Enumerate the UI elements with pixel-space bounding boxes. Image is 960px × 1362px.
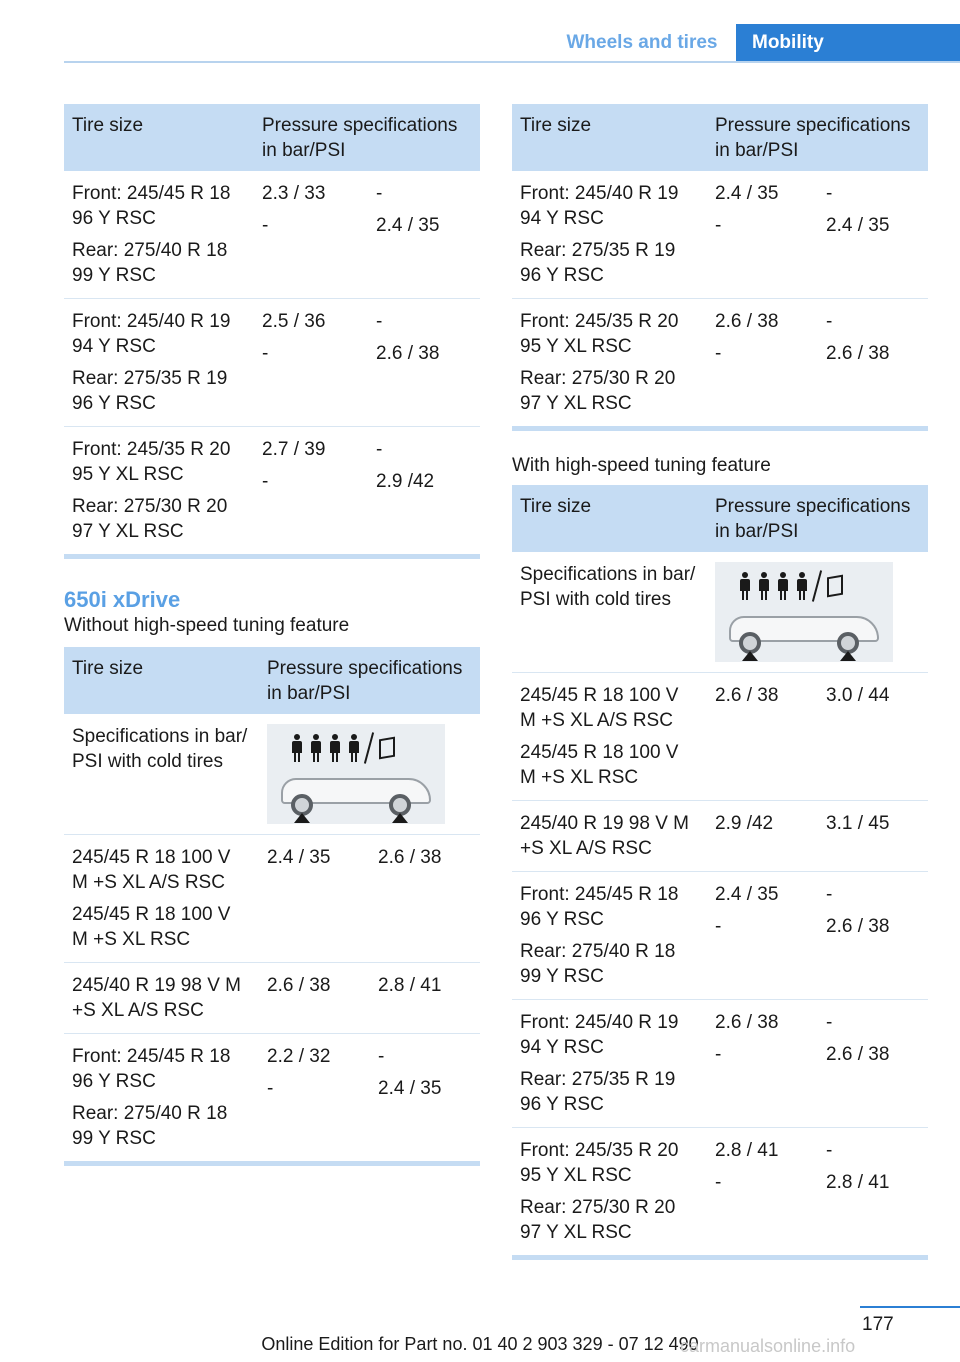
- pressure-value: -: [267, 1078, 274, 1099]
- table-row: [512, 673, 928, 801]
- pressure-cell: [368, 171, 480, 299]
- pressure-cell: [818, 171, 928, 299]
- pressure-value: -: [715, 1044, 722, 1065]
- pressure-value: 2.6 / 38: [715, 311, 779, 332]
- pressure-value: -: [826, 183, 833, 204]
- pressure-cell: [370, 1034, 480, 1162]
- table-body: [512, 552, 928, 1255]
- tire-size-text: Rear: 275/30 R 20 97 Y XL RSC: [520, 1197, 676, 1243]
- page-number-rule: [860, 1306, 960, 1308]
- table-row: [512, 1128, 928, 1256]
- col-header-pressure: Pressure specifications in bar/PSI: [707, 485, 928, 552]
- tire-size-text: Rear: 275/40 R 18 99 Y RSC: [72, 240, 228, 286]
- luggage-icon: [379, 737, 395, 760]
- subtitle-with-tuning: With high-speed tuning feature: [512, 455, 771, 476]
- pressure-value: -: [826, 1012, 833, 1033]
- col-header-pressure: Pressure specifications in bar/PSI: [254, 104, 480, 171]
- table-row: [64, 714, 480, 835]
- pressure-cell: [707, 171, 818, 299]
- pressure-value: 2.3 / 33: [262, 183, 326, 204]
- table-row: [512, 171, 928, 299]
- table-row: [512, 1000, 928, 1128]
- table-row: [64, 171, 480, 299]
- pressure-cell: [370, 835, 480, 963]
- pressure-cell: [368, 427, 480, 555]
- table-row: [64, 427, 480, 555]
- tire-size-text: Front: 245/40 R 19 94 Y RSC: [520, 183, 679, 229]
- col-header-tire-size: Tire size: [512, 485, 707, 552]
- pressure-value: 2.9 /42: [715, 813, 774, 834]
- table-end-rule: [512, 1255, 928, 1260]
- tire-size-text: 245/45 R 18 100 V M +S XL RSC: [72, 904, 231, 950]
- pressure-value: 2.6 / 38: [376, 343, 440, 364]
- pressure-value: 2.7 / 39: [262, 439, 326, 460]
- load-diagram-icon: [267, 724, 445, 824]
- tire-size-text: Front: 245/45 R 18 96 Y RSC: [72, 183, 231, 229]
- tire-size-text: Rear: 275/35 R 19 96 Y RSC: [520, 1069, 676, 1115]
- load-diagram-icon: [715, 562, 893, 662]
- tire-table-1: [64, 104, 480, 554]
- col-header-pressure: Pressure specifications in bar/PSI: [259, 647, 480, 714]
- table-row: [512, 801, 928, 872]
- diagram-cell: [259, 714, 480, 835]
- pressure-cell: [259, 1034, 370, 1162]
- person-icon: [310, 734, 322, 762]
- pressure-cell: [818, 1000, 928, 1128]
- pressure-value: -: [715, 343, 722, 364]
- tire-size-cell: [64, 171, 254, 299]
- cold-tires-label: Specifications in bar/ PSI with cold tires: [72, 726, 248, 772]
- arrow-up-icon: [840, 651, 856, 661]
- col-header-pressure: Pressure specifications in bar/PSI: [707, 104, 928, 171]
- pressure-value: 2.9 /42: [376, 471, 435, 492]
- tire-size-cell: [512, 171, 707, 299]
- tire-size-text: Front: 245/45 R 18 96 Y RSC: [72, 1046, 231, 1092]
- luggage-icon: [827, 575, 843, 598]
- tire-size-text: Rear: 275/30 R 20 97 Y XL RSC: [520, 368, 676, 414]
- tire-size-cell: [64, 835, 259, 963]
- pressure-value: -: [826, 311, 833, 332]
- pressure-value: 2.6 / 38: [378, 847, 442, 868]
- col-header-tire-size: Tire size: [64, 104, 254, 171]
- pressure-value: -: [715, 916, 722, 937]
- arrow-up-icon: [742, 651, 758, 661]
- pressure-cell: [818, 673, 928, 801]
- tire-size-text: Rear: 275/40 R 18 99 Y RSC: [520, 941, 676, 987]
- table-row: [64, 1034, 480, 1162]
- tire-size-text: 245/45 R 18 100 V M +S XL A/S RSC: [520, 685, 679, 731]
- pressure-value: -: [376, 183, 383, 204]
- pressure-cell: [370, 963, 480, 1034]
- pressure-cell: [707, 1000, 818, 1128]
- tire-size-text: Front: 245/40 R 19 94 Y RSC: [72, 311, 231, 357]
- table-body: [64, 171, 480, 554]
- table-row: [512, 872, 928, 1000]
- pressure-cell: [259, 835, 370, 963]
- subtitle-without-tuning: Without high-speed tuning feature: [64, 615, 350, 636]
- pressure-cell: [368, 299, 480, 427]
- pressure-value: -: [262, 471, 269, 492]
- pressure-cell: [818, 801, 928, 872]
- pressure-value: -: [826, 884, 833, 905]
- person-icon: [777, 572, 789, 600]
- edition-footer: Online Edition for Part no. 01 40 2 903 329 - 07 12 490: [261, 1334, 699, 1354]
- watermark: carmanualsonline.info: [680, 1336, 856, 1356]
- pressure-value: -: [715, 215, 722, 236]
- pressure-cell: [707, 1128, 818, 1256]
- col-header-tire-size: Tire size: [64, 647, 259, 714]
- pressure-value: 2.4 / 35: [715, 884, 779, 905]
- table-row: [64, 299, 480, 427]
- slash-icon: [364, 732, 374, 763]
- tire-size-cell: [512, 299, 707, 427]
- pressure-value: -: [376, 311, 383, 332]
- pressure-cell: [259, 963, 370, 1034]
- col-header-tire-size: Tire size: [512, 104, 707, 171]
- cold-tires-label: Specifications in bar/ PSI with cold tires: [520, 564, 696, 610]
- pressure-cell: [254, 171, 368, 299]
- header-section-title: Wheels and tires: [566, 32, 718, 53]
- tire-size-text: 245/40 R 19 98 V M +S XL A/S RSC: [72, 975, 241, 1021]
- pressure-value: 2.8 / 41: [715, 1140, 779, 1161]
- pressure-value: 3.0 / 44: [826, 685, 890, 706]
- person-icon: [348, 734, 360, 762]
- pressure-cell: [707, 299, 818, 427]
- header-chapter-tab: Mobility: [736, 24, 960, 62]
- pressure-cell: [707, 673, 818, 801]
- table-end-rule: [512, 426, 928, 431]
- pressure-value: -: [262, 215, 269, 236]
- pressure-value: -: [262, 343, 269, 364]
- tire-size-text: Rear: 275/30 R 20 97 Y XL RSC: [72, 496, 228, 542]
- table-body: [64, 714, 480, 1161]
- slash-icon: [812, 570, 822, 601]
- pressure-value: -: [715, 1172, 722, 1193]
- table-row: [64, 835, 480, 963]
- pressure-value: -: [376, 439, 383, 460]
- person-icon: [739, 572, 751, 600]
- person-icon: [329, 734, 341, 762]
- tire-size-text: Rear: 275/35 R 19 96 Y RSC: [72, 368, 228, 414]
- pressure-value: 2.4 / 35: [267, 847, 331, 868]
- right-column: [512, 104, 928, 1260]
- person-icon: [291, 734, 303, 762]
- page-number: 177: [862, 1314, 894, 1335]
- tire-size-text: Front: 245/45 R 18 96 Y RSC: [520, 884, 679, 930]
- table-body: [512, 171, 928, 426]
- pressure-value: -: [826, 1140, 833, 1161]
- pressure-value: 2.8 / 41: [826, 1172, 890, 1193]
- tire-size-cell: [64, 427, 254, 555]
- tire-size-text: 245/40 R 19 98 V M +S XL A/S RSC: [520, 813, 689, 859]
- pressure-value: 2.8 / 41: [378, 975, 442, 996]
- pressure-cell: [818, 299, 928, 427]
- pressure-cell: [254, 427, 368, 555]
- tire-table-4: [512, 485, 928, 1255]
- header-rule: [64, 61, 960, 63]
- pressure-value: 2.6 / 38: [715, 1012, 779, 1033]
- pressure-value: 2.6 / 38: [715, 685, 779, 706]
- tire-table-2: [64, 647, 480, 1161]
- pressure-value: 3.1 / 45: [826, 813, 890, 834]
- tire-size-cell: [64, 1034, 259, 1162]
- pressure-value: 2.4 / 35: [715, 183, 779, 204]
- tire-size-text: 245/45 R 18 100 V M +S XL RSC: [520, 742, 679, 788]
- tire-size-cell: [512, 801, 707, 872]
- table-row: [64, 963, 480, 1034]
- pressure-value: 2.4 / 35: [376, 215, 440, 236]
- pressure-value: 2.4 / 35: [378, 1078, 442, 1099]
- person-icon: [758, 572, 770, 600]
- tire-size-cell: [64, 963, 259, 1034]
- tire-size-cell: [64, 299, 254, 427]
- pressure-value: -: [378, 1046, 385, 1067]
- pressure-value: 2.6 / 38: [826, 916, 890, 937]
- pressure-cell: [707, 872, 818, 1000]
- arrow-up-icon: [392, 813, 408, 823]
- person-icon: [796, 572, 808, 600]
- pressure-cell: [818, 872, 928, 1000]
- table-row: [512, 299, 928, 427]
- diagram-cell: [707, 552, 928, 673]
- pressure-value: 2.6 / 38: [267, 975, 331, 996]
- tire-table-3: [512, 104, 928, 426]
- table-row: [512, 552, 928, 673]
- pressure-cell: [818, 1128, 928, 1256]
- pressure-value: 2.5 / 36: [262, 311, 326, 332]
- tire-size-text: Rear: 275/40 R 18 99 Y RSC: [72, 1103, 228, 1149]
- pressure-value: 2.2 / 32: [267, 1046, 331, 1067]
- tire-size-cell: [512, 872, 707, 1000]
- pressure-cell: [707, 801, 818, 872]
- tire-size-cell: [512, 1000, 707, 1128]
- tire-size-text: Rear: 275/35 R 19 96 Y RSC: [520, 240, 676, 286]
- model-heading: 650i xDrive: [64, 587, 181, 612]
- table-end-rule: [64, 554, 480, 559]
- pressure-value: 2.6 / 38: [826, 343, 890, 364]
- tire-size-cell: [512, 1128, 707, 1256]
- tire-size-text: Front: 245/35 R 20 95 Y XL RSC: [520, 311, 679, 357]
- tire-size-text: Front: 245/35 R 20 95 Y XL RSC: [72, 439, 231, 485]
- pressure-cell: [254, 299, 368, 427]
- table-end-rule: [64, 1161, 480, 1166]
- tire-size-cell: [512, 673, 707, 801]
- left-column: [64, 104, 480, 1166]
- tire-size-text: 245/45 R 18 100 V M +S XL A/S RSC: [72, 847, 231, 893]
- pressure-value: 2.4 / 35: [826, 215, 890, 236]
- pressure-value: 2.6 / 38: [826, 1044, 890, 1065]
- arrow-up-icon: [294, 813, 310, 823]
- tire-size-text: Front: 245/40 R 19 94 Y RSC: [520, 1012, 679, 1058]
- tire-size-text: Front: 245/35 R 20 95 Y XL RSC: [520, 1140, 679, 1186]
